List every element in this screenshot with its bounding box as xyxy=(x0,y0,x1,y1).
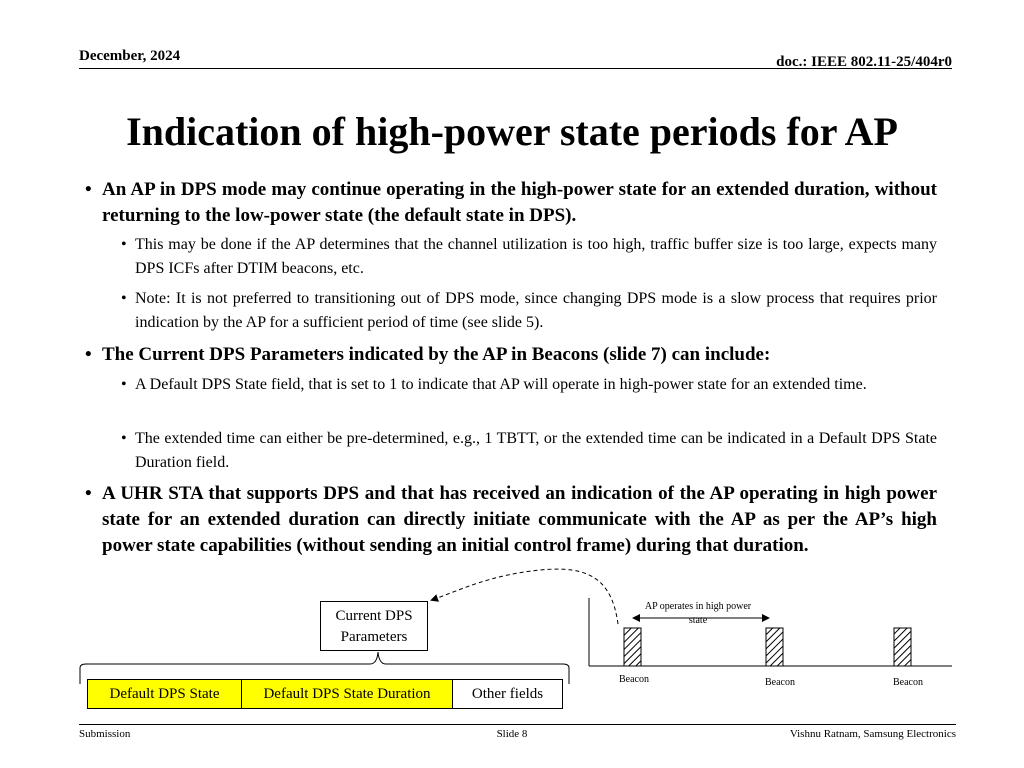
bullet-dot: • xyxy=(121,376,127,393)
bullet-3-text: A UHR STA that supports DPS and that has received an indication of the AP operating in high power state for an extended duration can directly initiate communicate with the AP as per the AP’s high power state capabilities (without sending an initial control frame) during that duration. xyxy=(102,483,937,556)
field-other-fields: Other fields xyxy=(471,685,544,702)
dashed-arrow xyxy=(432,569,618,624)
header-doc-id: doc.: IEEE 802.11-25/404r0 xyxy=(776,54,952,70)
bullet-dot: • xyxy=(121,430,127,447)
bullet-2-sub-2-text: The extended time can either be pre-determined, e.g., 1 TBTT, or the extended time can be indicated in a Default DPS State Duration field. xyxy=(135,430,937,471)
field-default-dps-state-duration: Default DPS State Duration xyxy=(242,680,453,708)
bullet-dot: • xyxy=(121,236,127,253)
slide-title: Indication of high-power state periods for AP xyxy=(126,109,898,154)
footer-divider xyxy=(79,724,956,725)
bullet-1-sub-1-text: This may be done if the AP determines that the channel utilization is too high, traffic buffer size is too large, expects many DPS ICFs after DTIM beacons, etc. xyxy=(135,236,937,277)
bullet-2-sub-1-text: A Default DPS State field, that is set to 1 to indicate that AP will operate in high-power state for an extended time. xyxy=(135,376,867,393)
bullet-dot: • xyxy=(85,483,92,504)
bullet-dot: • xyxy=(121,290,127,307)
bullet-dot: • xyxy=(85,344,92,365)
footer-slide-number: Slide 8 xyxy=(496,728,528,740)
footer-submission: Submission xyxy=(79,728,131,740)
beacon-bar-2 xyxy=(766,628,783,666)
ap-high-power-label: AP operates in high power state xyxy=(644,601,752,626)
field-default-dps-state: Default DPS State xyxy=(88,680,242,708)
beacon-bar-1 xyxy=(624,628,641,666)
current-dps-parameters-box: Current DPS Parameters xyxy=(320,601,428,651)
beacon-label-2: Beacon xyxy=(765,677,795,688)
bullet-1-text: An AP in DPS mode may continue operating in the high-power state for an extended duration, without returning to the low-power state (the default state in DPS). xyxy=(102,179,937,226)
bullet-dot: • xyxy=(85,179,92,200)
header-date: December, 2024 xyxy=(79,48,181,64)
beacon-bar-3 xyxy=(894,628,911,666)
bullet-1-sub-2-text: Note: It is not preferred to transitioning out of DPS mode, since changing DPS mode is a slow process that requires prior indication by the AP for a sufficient period of time (see slide 5). xyxy=(135,290,937,331)
beacon-label-1: Beacon xyxy=(619,674,649,685)
fields-table xyxy=(87,679,563,709)
bullet-2-text: The Current DPS Parameters indicated by the AP in Beacons (slide 7) can include: xyxy=(102,344,771,365)
footer-author: Vishnu Ratnam, Samsung Electronics xyxy=(789,728,956,740)
beacon-label-3: Beacon xyxy=(893,677,923,688)
